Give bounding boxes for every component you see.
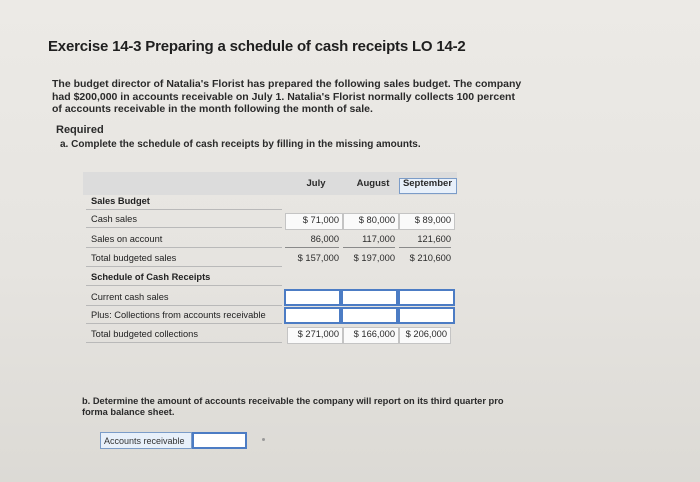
sales-on-account-august: 117,000	[343, 232, 395, 248]
total-budgeted-sales-july: $ 157,000	[297, 253, 339, 263]
accounts-receivable-label: Accounts receivable	[100, 432, 192, 449]
row-label-current-cash-sales: Current cash sales	[86, 289, 282, 306]
row-label-schedule-heading: Schedule of Cash Receipts	[86, 269, 282, 286]
total-collections-july: $ 271,000	[297, 329, 339, 339]
required-heading: Required	[56, 124, 104, 136]
dot-marker	[262, 438, 265, 441]
row-label-total-budgeted-sales: Total budgeted sales	[86, 250, 282, 267]
current-cash-sales-august-input[interactable]	[341, 289, 398, 306]
row-label-cash-sales: Cash sales	[86, 211, 282, 228]
cash-sales-august: $ 80,000	[358, 215, 395, 225]
row-label-plus-collections: Plus: Collections from accounts receivable	[86, 307, 282, 324]
row-label-sales-on-account: Sales on account	[86, 231, 282, 248]
total-collections-september: $ 206,000	[405, 329, 447, 339]
collections-september-input[interactable]	[398, 307, 455, 324]
column-header-august: August	[356, 178, 390, 189]
collections-august-input[interactable]	[341, 307, 398, 324]
page-title: Exercise 14-3 Preparing a schedule of cash receipts LO 14-2	[48, 38, 466, 55]
collections-july-input[interactable]	[284, 307, 341, 324]
total-budgeted-sales-september: $ 210,600	[409, 253, 451, 263]
current-cash-sales-july-input[interactable]	[284, 289, 341, 306]
accounts-receivable-input[interactable]	[192, 432, 247, 449]
problem-description: The budget director of Natalia's Florist has prepared the following sales budget. The company had $200,000 in accounts receivable on July 1. Natalia's Florist normally collects 100 percent of accounts receivable in the month following the month of sale.	[52, 78, 522, 115]
column-header-september: September	[402, 178, 453, 189]
sales-on-account-september: 121,600	[399, 232, 451, 248]
sales-on-account-july: 86,000	[285, 232, 339, 248]
row-label-sales-budget: Sales Budget	[86, 193, 282, 210]
cash-sales-july: $ 71,000	[302, 215, 339, 225]
part-b-instruction: b. Determine the amount of accounts receivable the company will report on its third quarter pro forma balance sheet.	[82, 396, 504, 417]
current-cash-sales-september-input[interactable]	[398, 289, 455, 306]
part-a-instruction: a. Complete the schedule of cash receipts by filling in the missing amounts.	[60, 139, 421, 150]
column-header-july: July	[306, 178, 326, 189]
total-collections-august: $ 166,000	[353, 329, 395, 339]
total-budgeted-sales-august: $ 197,000	[353, 253, 395, 263]
cash-sales-september: $ 89,000	[414, 215, 451, 225]
row-label-total-budgeted-collections: Total budgeted collections	[86, 326, 282, 343]
